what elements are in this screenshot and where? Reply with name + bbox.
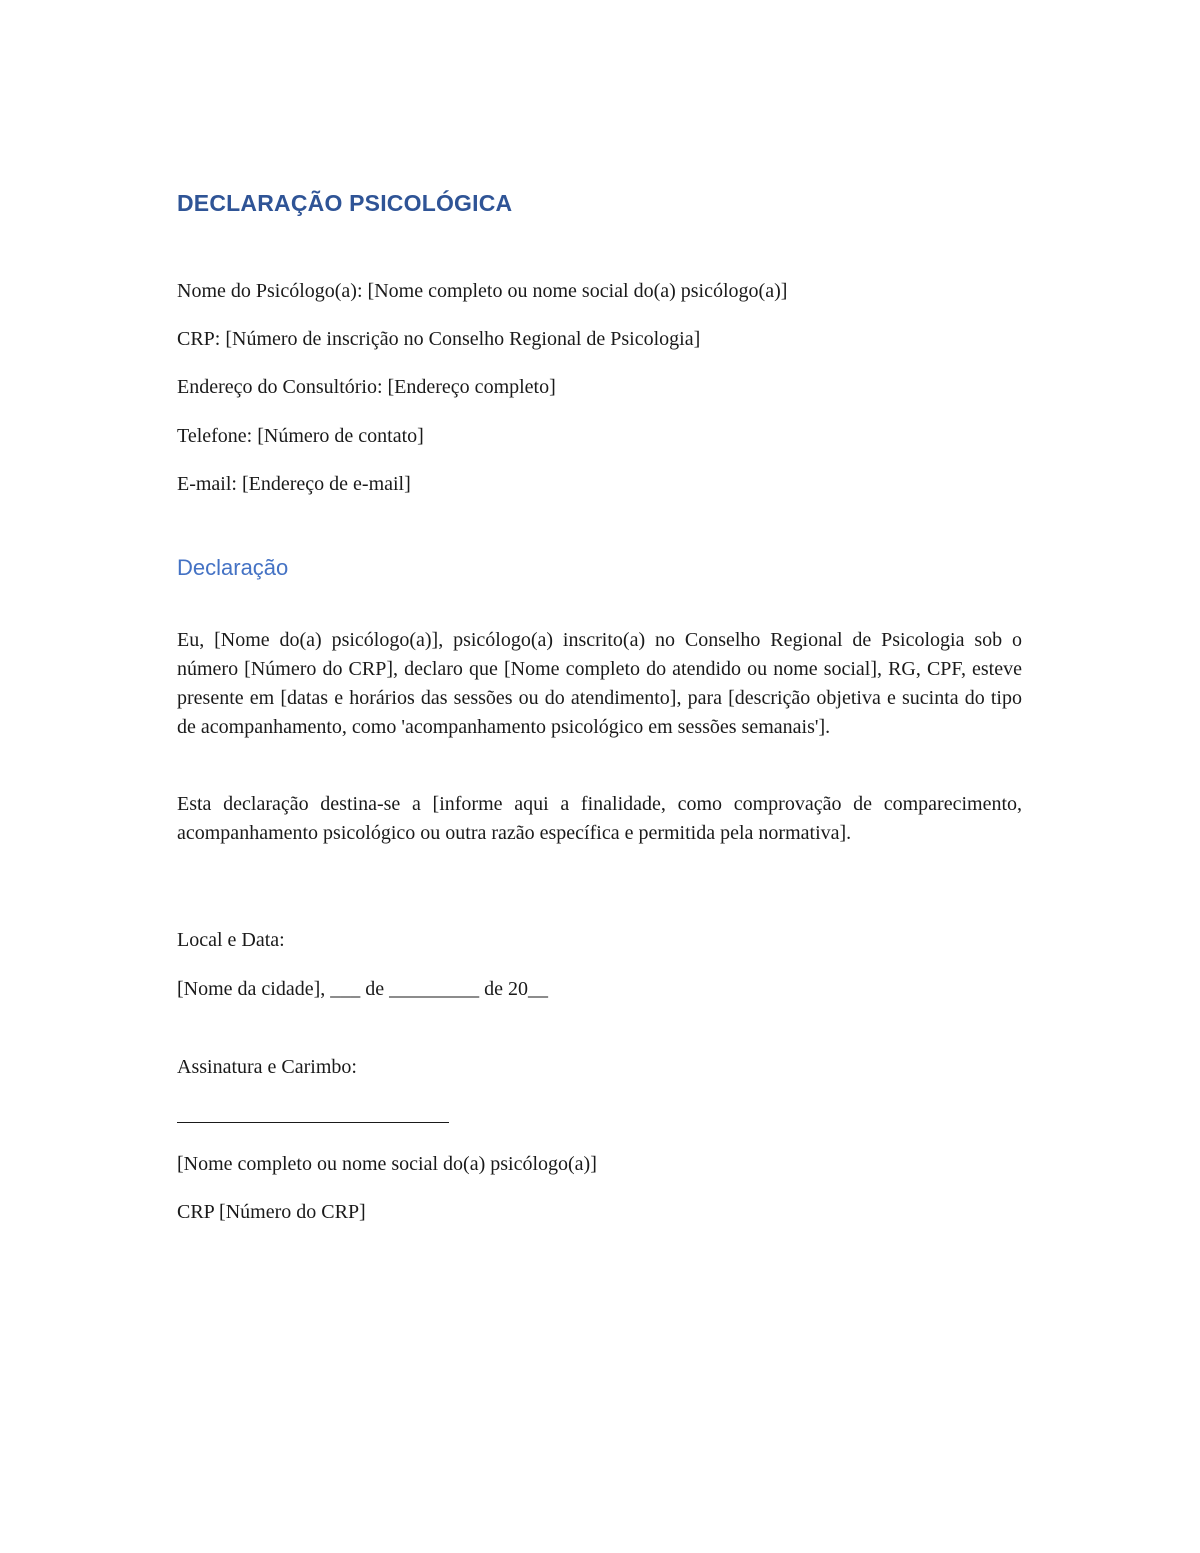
document-title: DECLARAÇÃO PSICOLÓGICA xyxy=(177,190,513,216)
signer-crp: CRP [Número do CRP] xyxy=(177,1201,366,1223)
psychologist-name-field: Nome do Psicólogo(a): [Nome completo ou nome social do(a) psicólogo(a)] xyxy=(177,280,788,302)
place-date-value: [Nome da cidade], ___ de _________ de 20__ xyxy=(177,978,549,1000)
section-heading: Declaração xyxy=(177,555,289,580)
signature-label: Assinatura e Carimbo: xyxy=(177,1056,357,1078)
signer-name: [Nome completo ou nome social do(a) psicólogo(a)] xyxy=(177,1153,597,1175)
purpose-paragraph: Esta declaração destina-se a [informe aqui a finalidade, como comprovação de comparecimento, acompanhamento psicológico ou outra razão específica e permitida pela normativa]. xyxy=(177,793,1022,844)
signature-line xyxy=(177,1122,449,1123)
declaration-paragraph: Eu, [Nome do(a) psicólogo(a)], psicólogo(a) inscrito(a) no Conselho Regional de Psicologia sob o número [Número do CRP], declaro que [Nome completo do atendido ou nome social], RG, CPF, esteve presente em [datas e horários das sessões ou do atendimento], para [descrição objetiva e sucinta do tipo de acompanhamento, como 'acompanhamento psicológico em sessões semanais']. xyxy=(177,629,1022,738)
crp-field: CRP: [Número de inscrição no Conselho Regional de Psicologia] xyxy=(177,328,701,350)
email-field: E-mail: [Endereço de e-mail] xyxy=(177,473,411,495)
phone-field: Telefone: [Número de contato] xyxy=(177,425,424,447)
office-address-field: Endereço do Consultório: [Endereço completo] xyxy=(177,376,556,398)
place-date-label: Local e Data: xyxy=(177,929,285,951)
